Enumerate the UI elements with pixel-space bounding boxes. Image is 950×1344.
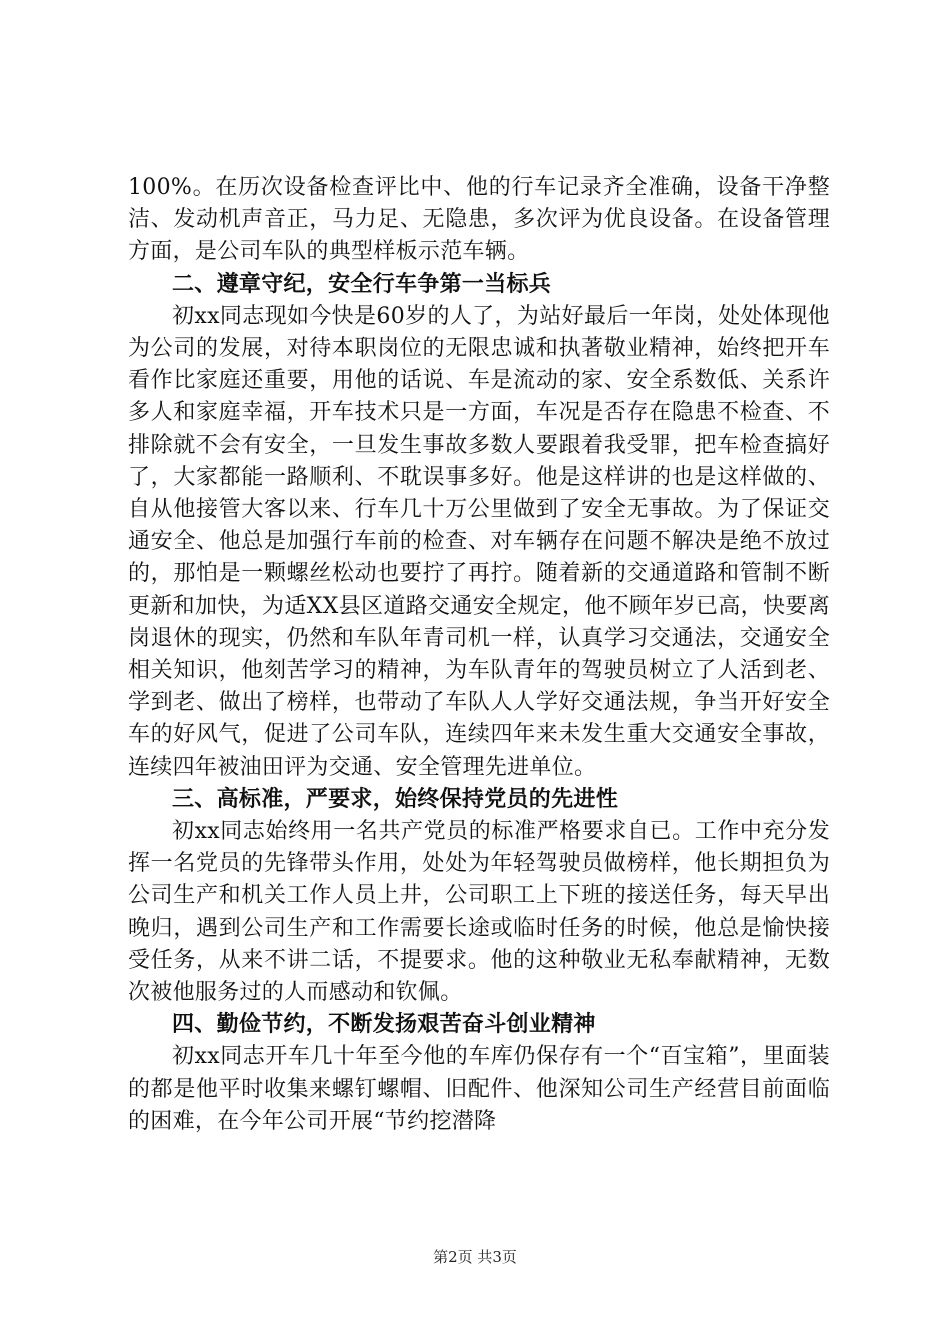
paragraph-section-4: 初xx同志开车几十年至今他的车库仍保存有一个“百宝箱”，里面装的都是他平时收集来螺钉螺帽、旧配件、他深知公司生产经营目前面临的困难，在今年公司开展“节约挖潜降: [128, 1044, 830, 1134]
paragraph-section-3: 初xx同志始终用一名共产党员的标准严格要求自已。工作中充分发挥一名党员的先锋带头作用，处处为年轻驾驶员做榜样，他长期担负为公司生产和机关工作人员上井，公司职工上下班的接送任务，每天早出晚归，遇到公司生产和工作需要长途或临时任务的时候，他总是愉快接受任务，从来不讲二话，不提要求。他的这种敬业无私奉献精神，无数次被他服务过的人而感动和钦佩。: [128, 819, 830, 1006]
section-heading-2: 二、遵章守纪，安全行车争第一当标兵: [172, 271, 552, 297]
document-body: [128, 172, 830, 1138]
section-heading-3: 三、高标准，严要求，始终保持党员的先进性: [172, 786, 619, 812]
paragraph-section-2: 初xx同志现如今快是60岁的人了，为站好最后一年岗，处处体现他为公司的发展，对待本职岗位的无限忠诚和执著敬业精神，始终把开车看作比家庭还重要，用他的话说、车是流动的家、安全系数低、关系许多人和家庭幸福，开车技术只是一方面，车况是否存在隐患不检查、不排除就不会有安全，一旦发生事故多数人要跟着我受罪，把车检查搞好了，大家都能一路顺利、不耽误事多好。他是这样讲的也是这样做的、自从他接管大客以来、行车几十万公里做到了安全无事故。为了保证交通安全、他总是加强行车前的检查、对车辆存在问题不解决是绝不放过的，那怕是一颗螺丝松动也要拧了再拧。随着新的交通道路和管制不断更新和加快，为适XX县区道路交通安全规定，他不顾年岁已高，快要离岗退休的现实，仍然和车队年青司机一样，认真学习交通法，交通安全相关知识，他刻苦学习的精神，为车队青年的驾驶员树立了人活到老、学到老、做出了榜样，也带动了车队人人学好交通法规，争当开好安全车的好风气，促进了公司车队，连续四年来未发生重大交通安全事故，连续四年被油田评为交通、安全管理先进单位。: [128, 303, 830, 780]
paragraph-continued: 100%。在历次设备检查评比中、他的行车记录齐全准确，设备干净整洁、发动机声音正，马力足、无隐患，多次评为优良设备。在设备管理方面，是公司车队的典型样板示范车辆。: [128, 175, 830, 265]
page-number-footer: 第2页 共3页: [433, 1248, 517, 1266]
section-heading-4: 四、勤俭节约，不断发扬艰苦奋斗创业精神: [172, 1012, 596, 1038]
